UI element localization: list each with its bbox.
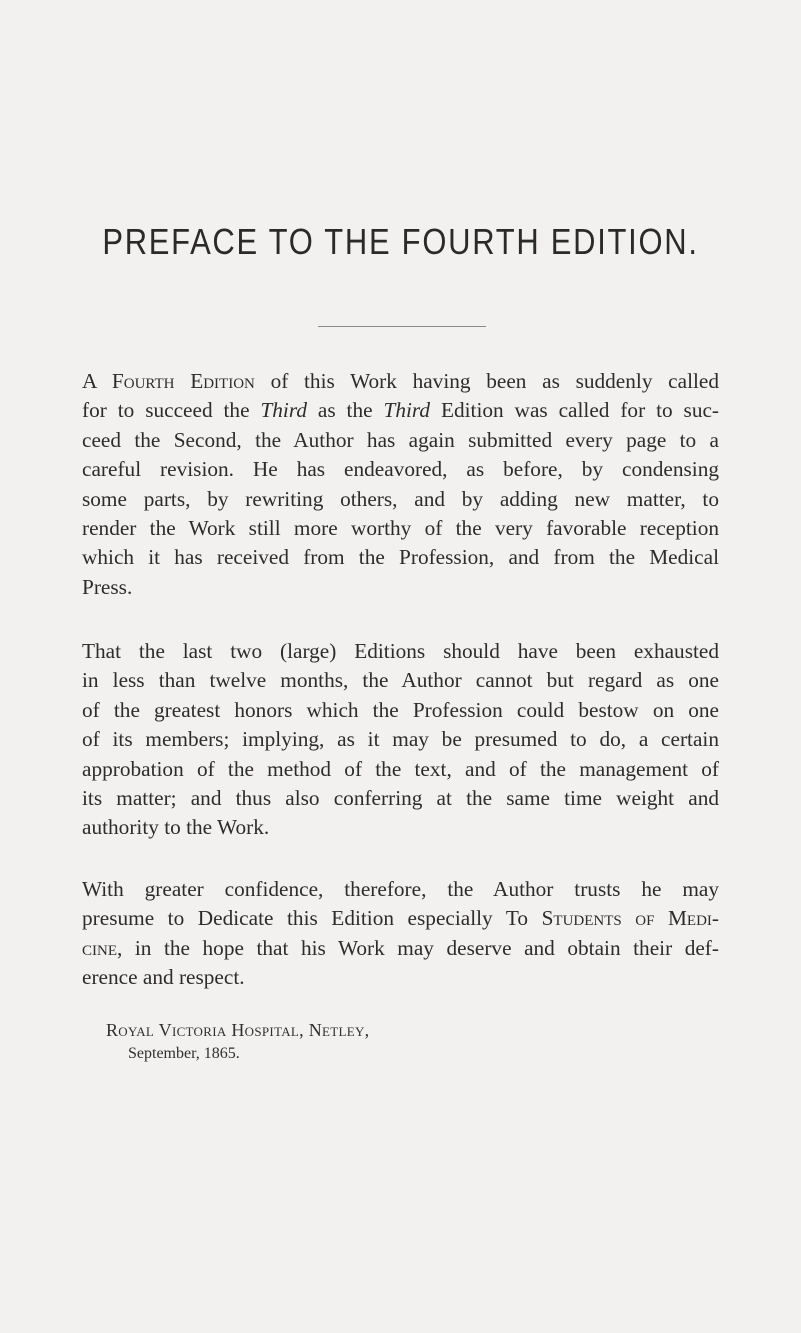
- text-line: approbation of the method of the text, and of the management of: [82, 756, 719, 781]
- title-divider: [318, 326, 486, 327]
- paragraph-1: [82, 367, 719, 602]
- text-line: Press.: [82, 574, 133, 599]
- paragraph-3: [82, 875, 719, 993]
- signature-block: [106, 1018, 369, 1066]
- text-line: cine, in the hope that his Work may deserve and obtain their def-: [82, 935, 719, 960]
- text-line: A Fourth Edition of this Work having been as suddenly called: [82, 369, 719, 393]
- text-line: render the Work still more worthy of the very favorable reception: [82, 516, 719, 541]
- text-line: erence and respect.: [82, 965, 245, 990]
- fourth-edition-lead: A Fourth Edition: [82, 369, 255, 393]
- text-line: some parts, by rewriting others, and by adding new matter, to: [82, 486, 719, 511]
- text-line: for to succeed the Third as the Third Edition was called for to suc-: [82, 398, 720, 423]
- text-line: That the last two (large) Editions should have been exhausted: [82, 639, 719, 663]
- text-line: ceed the Second, the Author has again submitted every page to a: [82, 427, 719, 452]
- text-line: presume to Dedicate this Edition especially To Students of Medi-: [82, 906, 720, 931]
- italic-third: Third: [383, 398, 431, 423]
- students-of-medicine-cont: cine: [82, 935, 117, 960]
- text-line: careful revision. He has endeavored, as before, by condensing: [82, 457, 719, 482]
- italic-third: Third: [260, 398, 307, 423]
- signature-place: Royal Victoria Hospital, Netley,: [106, 1020, 370, 1040]
- signature-date: September, 1865.: [128, 1045, 240, 1062]
- paragraph-2: [82, 637, 719, 843]
- text-line: which it has received from the Profession, and from the Medical: [82, 545, 719, 570]
- text-line: in less than twelve months, the Author cannot but regard as one: [82, 668, 719, 693]
- students-of-medicine: Students of Medi-: [541, 906, 720, 931]
- page-title: PREFACE TO THE FOURTH EDITION.: [102, 221, 699, 262]
- text-line: authority to the Work.: [82, 815, 270, 840]
- text-line: of the greatest honors which the Profession could bestow on one: [82, 697, 719, 722]
- text-line: its matter; and thus also conferring at the same time weight and: [82, 786, 719, 811]
- text-line: of its members; implying, as it may be presumed to do, a certain: [82, 727, 719, 752]
- text-line: With greater confidence, therefore, the Author trusts he may: [82, 877, 719, 901]
